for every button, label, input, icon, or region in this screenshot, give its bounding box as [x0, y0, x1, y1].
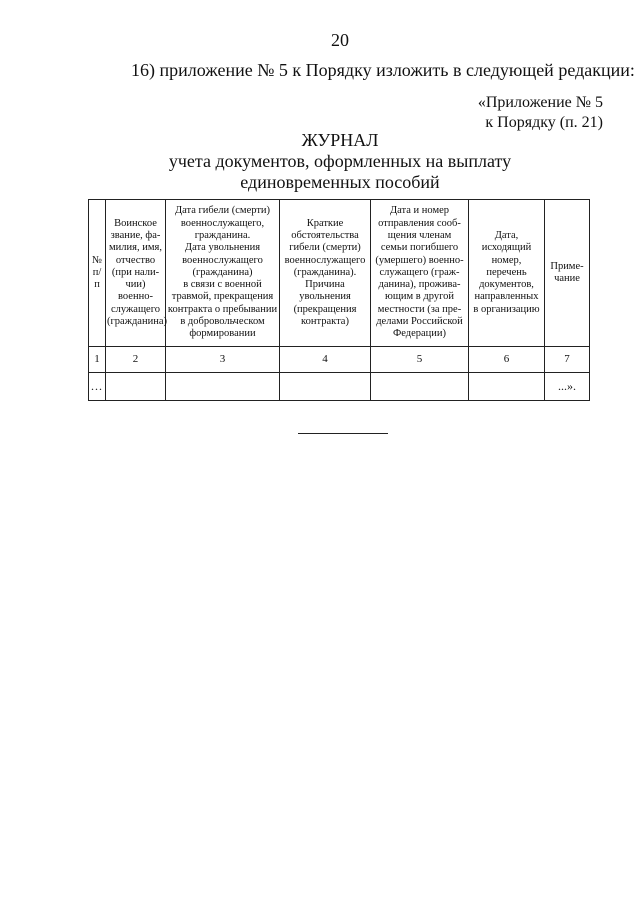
- column-number: 3: [166, 347, 280, 373]
- column-number: 2: [106, 347, 166, 373]
- table-cell: [280, 373, 371, 401]
- column-number: 1: [89, 347, 106, 373]
- column-number: 4: [280, 347, 371, 373]
- column-header: Приме- чание: [545, 200, 590, 347]
- continuation-end-marker: ...».: [545, 373, 590, 401]
- continuation-marker: ...: [89, 373, 106, 401]
- continuation-row: [89, 373, 590, 401]
- closing-rule: [298, 433, 388, 434]
- column-header: Дата, исходящий номер, перечень документов, направленных в организацию: [469, 200, 545, 347]
- instruction-text: 16) приложение № 5 к Порядку изложить в следующей редакции:: [131, 60, 635, 80]
- table-cell: [106, 373, 166, 401]
- table-header-row: [89, 200, 590, 347]
- journal-title-line2: учета документов, оформленных на выплату: [168, 151, 512, 171]
- journal-title: [0, 130, 640, 193]
- column-header: № п/п: [89, 200, 106, 347]
- appendix-ref-line2: к Порядку (п. 21): [485, 114, 603, 131]
- column-header: Дата и номер отправления сооб- щения членам семьи погибшего (умершего) военно- служащего (граж- данина), прожива- ющим в другой местности (за пре- делами Российской Федерации): [371, 200, 469, 347]
- journal-table: [88, 199, 590, 401]
- journal-title-line1: ЖУРНАЛ: [301, 130, 379, 150]
- column-header: Краткие обстоятельства гибели (смерти) военнослужащего (гражданина). Причина увольнения (прекращения контракта): [280, 200, 371, 347]
- table-cell: [371, 373, 469, 401]
- column-header: Воинское звание, фа- милия, имя, отчество (при нали- чии) военно- служащего (гражданина): [106, 200, 166, 347]
- journal-title-line3: единовременных пособий: [240, 172, 440, 192]
- column-header: Дата гибели (смерти) военнослужащего, гражданина. Дата увольнения военнослужащего (гражданина) в связи с военной травмой, прекращения контракта о пребывании в добровольческом формировании: [166, 200, 280, 347]
- column-number: 6: [469, 347, 545, 373]
- column-number-row: [89, 347, 590, 373]
- appendix-ref-line1: «Приложение № 5: [477, 94, 603, 111]
- table-cell: [166, 373, 280, 401]
- page-number: 20: [331, 30, 349, 50]
- appendix-reference: [478, 93, 603, 133]
- table-cell: [469, 373, 545, 401]
- column-number: 7: [545, 347, 590, 373]
- column-number: 5: [371, 347, 469, 373]
